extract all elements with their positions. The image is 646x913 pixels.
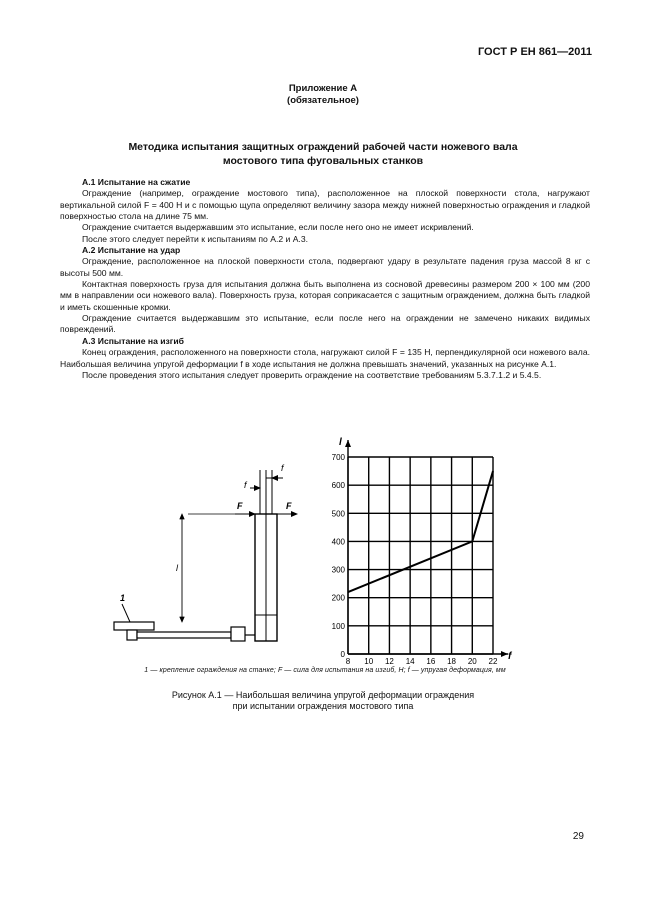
figure-legend: 1 — крепление ограждения на станке; F — сила для испытания на изгиб, Н; f — упругая деформация, мм [144,667,506,674]
chart-grid [348,457,493,654]
fixture-block [114,622,154,630]
a1-paragraph-1: Ограждение (например, ограждение мостового типа), расположенное на плоской поверхности стола, нагружают вертикальной силой F = 400 Н и с помощью щупа определяют величину зазора между нижней поверхностью ограждения и гладкой поверхностью стола на длине 75 мм. [60,188,590,222]
x-tick-label: 10 [364,657,374,664]
section-a1-heading: А.1 Испытание на сжатие [82,177,191,187]
page-number: 29 [572,831,584,842]
y-axis-arrow [345,440,351,447]
x-tick-label: 18 [447,657,457,664]
figure-caption-line2: при испытании ограждения мостового типа [232,701,414,711]
section-a3-heading: А.3 Испытание на изгиб [82,335,184,346]
force-label-right: F [286,501,292,511]
x-tick-label: 22 [488,657,498,664]
figure-caption-line1: Рисунок А.1 — Наибольшая величина упругой деформации ограждения [171,690,475,700]
a2-paragraph-1: Ограждение, расположенное на плоской поверхности стола, подвергают удару в результате падения груза массой 8 кг с высоты 500 мм. [60,256,590,278]
y-tick-label: 500 [331,509,345,519]
section-title-line1: Методика испытания защитных ограждений рабочей части ножевого вала [128,141,518,153]
callout-1: 1 [120,593,126,603]
standard-header: ГОСТ Р ЕН 861—2011 [477,46,592,58]
test-setup-drawing [100,455,310,655]
deformation-chart [318,432,518,664]
chart-series [348,471,493,592]
chart-axes [345,440,508,657]
series-line [348,471,493,592]
force-label-left: F [237,501,243,511]
annex-status: (обязательное) [287,95,359,106]
x-axis-arrow [501,651,508,657]
a3-paragraph-1: Конец ограждения, расположенного на поверхности стола, нагружают силой F = 135 Н, перпендикулярной оси ножевого вала. Наибольшая величина упругой деформации f в ходе испытания не должна превышать значений, указанных на рисунке А.1. [60,347,590,369]
f-label-left: f [244,480,247,490]
x-tick-labels [346,657,498,664]
a2-paragraph-3: Ограждение считается выдержавшим это испытание, если после него на ограждении не замечено никаких видимых повреждений. [60,313,590,335]
y-tick-label: 700 [331,453,345,462]
y-axis-label: l [339,437,342,448]
y-tick-label: 0 [340,650,345,659]
body-text [60,177,590,381]
a2-paragraph-2: Контактная поверхность груза для испытания должна быть выполнена из сосновой древесины размером 200 × 100 мм (200 мм в направлении оси ножевого вала). Поверхность груза, которая соприкасается с защитным ограждением, должна быть гладкой и иметь скошенные кромки. [60,279,590,312]
annex-title: Приложение А [288,83,358,94]
x-tick-label: 16 [426,657,436,664]
bar-end-block [231,627,245,641]
a1-paragraph-3: После этого следует перейти к испытаниям по А.2 и А.3. [82,233,308,244]
a3-paragraph-2: После проведения этого испытания следует проверить ограждение на соответствие требованиям 5.3.7.1.2 и 5.4.5. [82,369,542,380]
a1-paragraph-2: Ограждение считается выдержавшим это испытание, если после него оно не имеет искривлений. [82,222,474,233]
x-tick-label: 8 [345,657,351,664]
x-axis-label: f [508,651,512,662]
x-tick-label: 12 [384,657,394,664]
leader-line-1 [122,604,130,622]
fixture-clamp [127,630,137,640]
x-tick-label: 20 [467,657,477,664]
y-tick-labels [332,453,346,659]
y-tick-label: 400 [331,537,345,547]
figure-caption [0,690,646,712]
y-tick-label: 600 [331,481,345,491]
annex-heading [0,83,646,107]
section-title-line2: мостового типа фуговальных станков [222,155,424,167]
x-tick-label: 14 [405,657,415,664]
section-a2-heading: А.2 Испытание на удар [82,245,181,256]
l-dimension-label: l [176,563,178,573]
section-title [0,140,646,168]
y-tick-label: 200 [331,593,345,603]
y-tick-label: 300 [331,565,345,575]
y-tick-label: 100 [331,621,345,631]
bridge-bar [137,632,231,638]
f-label-right: f [281,463,284,473]
